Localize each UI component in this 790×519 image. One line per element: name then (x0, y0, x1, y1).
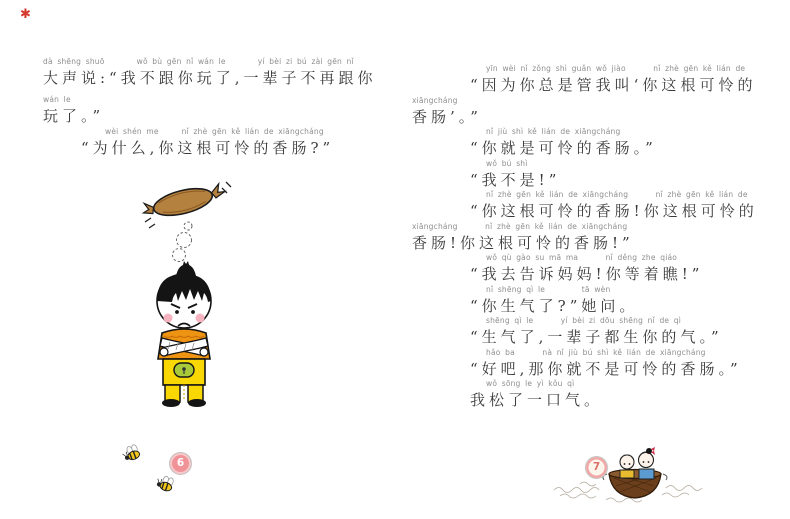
pinyin-text: wǒ sōng le yì kǒu qì (486, 379, 575, 388)
pinyin-text: xiāngcháng nǐ zhè gēn kě lián de xiāngcháng (412, 222, 628, 231)
pinyin-text: wán le (43, 95, 71, 104)
child-figure (639, 447, 656, 479)
story-line (412, 222, 787, 253)
story-line (412, 64, 787, 95)
pinyin-text: hǎo ba nà nǐ jiù bú shì kě lián de xiāngcháng (486, 348, 706, 357)
story-line (412, 379, 787, 410)
pinyin-text: shēng qì le yí bèi zi dōu shēng nǐ de qì (486, 316, 682, 325)
story-line (412, 96, 787, 127)
story-line (412, 127, 787, 158)
story-line (412, 316, 787, 347)
child-figure (620, 454, 634, 478)
chinese-text: “我不是!” (470, 171, 561, 189)
story-line (43, 57, 413, 88)
scent-trail-icon (173, 222, 193, 271)
pinyin-text: wǒ qù gào su mā ma nǐ děng zhe qiáo (486, 253, 678, 262)
pinyin-text: xiāngcháng (412, 96, 458, 105)
chinese-text: 香肠!你这根可怜的香肠!” (412, 234, 634, 252)
chinese-text: 玩了。” (43, 107, 105, 125)
chinese-text: “你生气了?”她问。 (470, 297, 639, 315)
story-line (412, 159, 787, 190)
red-asterisk-mark: ✱ (20, 7, 31, 22)
pinyin-text: dà shēng shuō wǒ bù gēn nǐ wán le yí bèi zi bú zài gēn nǐ (43, 57, 354, 66)
chinese-text: “因为你总是管我叫‘你这根可怜的 (470, 76, 757, 94)
children-in-basket-boat-illustration (550, 446, 720, 508)
pinyin-text: nǐ jiù shì kě lián de xiāngcháng (486, 127, 621, 136)
chinese-text: 香肠’。” (412, 108, 482, 126)
story-line (412, 253, 787, 284)
pinyin-text: yīn wèi nǐ zǒng shì guǎn wǒ jiào nǐ zhè gēn kě lián de (486, 64, 746, 73)
chinese-text: “我去告诉妈妈!你等着瞧!” (470, 265, 704, 283)
story-line (43, 127, 413, 158)
chinese-text: “你就是可怜的香肠。” (470, 139, 657, 157)
chinese-text: “你这根可怜的香肠!你这根可怜的 (470, 202, 758, 220)
sausage-icon (140, 180, 231, 228)
chinese-text: “为什么,你这根可怜的香肠?” (81, 139, 335, 157)
chinese-text: “生气了,一辈子都生你的气。” (470, 328, 723, 346)
pinyin-text: wǒ bú shì (486, 159, 528, 168)
chinese-text: 我松了一口气。 (470, 391, 604, 409)
bee-icon (155, 474, 175, 492)
story-line (412, 285, 787, 316)
pinyin-text: nǐ shēng qì le tā wèn (486, 285, 611, 294)
story-line (412, 190, 787, 221)
page-number-badge: 6 (169, 452, 192, 475)
chinese-text: 大声说:“我不跟你玩了,一辈子不再跟你 (43, 69, 377, 87)
page-number-badge: 7 (585, 456, 608, 479)
pinyin-text: nǐ zhè gēn kě lián de xiāngcháng nǐ zhè gēn kě lián de (486, 190, 748, 199)
chinese-text: “好吧,那你就不是可怜的香肠。” (470, 360, 742, 378)
story-line (412, 348, 787, 379)
story-line (43, 95, 413, 126)
angry-boy-with-sausage-illustration (138, 176, 238, 408)
bee-icon (121, 444, 141, 462)
basket-boat-icon (603, 470, 667, 499)
angry-boy-figure (157, 261, 211, 407)
pinyin-text: wèi shén me nǐ zhè gēn kě lián de xiāngcháng (105, 127, 324, 136)
